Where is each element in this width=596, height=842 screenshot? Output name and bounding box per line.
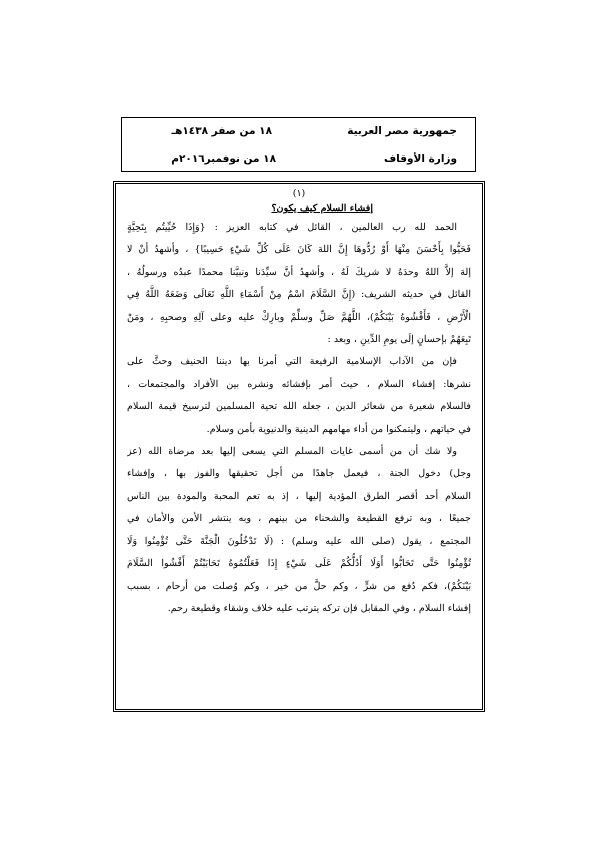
sermon-content: [127, 186, 471, 620]
text-line: فإن من الآداب الإسلامية الرفيعة التي أمرنا بها ديننا الحنيف وحثَّ على: [127, 356, 457, 368]
gregorian-date: ١٨ من نوفمبر٢٠١٦م: [171, 153, 276, 165]
country-name: جمهورية مصر العربية: [347, 125, 457, 137]
ministry-name: وزارة الأوقاف: [383, 153, 457, 165]
header-box: [121, 117, 476, 172]
text-line: فَحَيُّوا بِأَحْسَنَ مِنْهَا أَوْ رُدُّوهَا إِنَّ اللهَ كَانَ عَلَى كُلِّ شَيْءٍ حَسِيبًا} ، وأشهدُ أنْ لا: [127, 244, 471, 256]
section-number: (١): [292, 188, 306, 199]
text-line: وجل) دخول الجنة ، فيعمل جاهدًا من أجل تحقيقها والفوز بها ، وإفشاء: [127, 468, 471, 480]
paragraph-etiquette: [127, 351, 471, 441]
paragraph-opening: [127, 217, 471, 351]
text-line: السلام أحد أقصر الطرق المؤدية إليها ، إذ به تعم المحبة والمودة بين الناس: [127, 490, 471, 502]
hijri-date: ١٨ من صفر ١٤٣٨هـ: [171, 125, 272, 137]
text-line: نشرها: إفشاء السلام ، حيث أمر بإفشائه ونشره بين الأفراد والمجتمعات ،: [127, 378, 471, 390]
text-line: الحمد لله رب العالمين ، القائل في كتابه العزيز : {وَإِذَا حُيِّيتُم بِتَحِيَّةٍ: [127, 222, 457, 233]
text-line: تَبِعَهُمْ بإحسانٍ إلَى يومِ الدِّينِ ، وبعد :: [327, 334, 471, 346]
text-line: إلهَ إلاَّ اللهُ وحدَهُ لا شريكَ لَهُ ، وأشهدُ أنَّ سيِّدَنا ونبيَّنا محمدًا عبدُه ورسولُهُ ،: [127, 266, 471, 278]
text-line: المجتمع ، يقول (صلى الله عليه وسلم) : (لَا تَدْخُلُونَ الْجَنَّةَ حَتَّى تُؤْمِنُوا وَلَا: [127, 535, 471, 547]
paragraph-paradise: [127, 441, 471, 620]
text-line: تُؤْمِنُوا حَتَّى تَحَابُّوا أَوَلَا أَدُلُّكُمْ عَلَى شَيْءٍ إِذَا فَعَلْتُمُوهُ تَحَابَبْتُمْ أَفْشُوا السَّلَامَ: [127, 558, 471, 570]
text-line: إفشاء السلام ، وفي المقابل فإن تركه يترتب عليه خلاف وشقاء وقطيعة رحم.: [167, 602, 471, 614]
text-line: جميعًا ، وبه ترفع القطيعة والشحناء من بينهم ، وبه ينتشر الأمن والأمان في: [127, 513, 471, 525]
text-line: الْأَرْضِ ، فَأَفْشُوهُ بَيْنَكُمْ)، اللَّهُمَّ صَلِّ وسلِّمْ وبارِكْ عليه وعلى آلِهِ وصحبِهِ ، ومَنْ: [127, 311, 471, 323]
text-line: ولا شك أن من أسمى غايات المسلم التي يسعى إليها بعد مرضاة الله (عز: [127, 446, 457, 458]
text-line: في حياتهم ، وليتمكنوا من أداء مهامهم الدينية والدنيوية بأمن وسلام.: [206, 423, 471, 435]
text-line: بَيْنَكُمْ)، فكم دُفع من شرٍّ ، وكم حلَّ من خير ، وكم وُصلت من أرحام ، بسبب: [127, 580, 471, 592]
sermon-box: [113, 181, 485, 712]
text-line: فالسلام شعيرة من شعائر الدين ، جعله الله تحية المسلمين لترسيخ قيمة السلام: [127, 401, 471, 413]
text-line: القائل في حديثه الشريف: (إِنَّ السَّلَامَ اسْمٌ مِنْ أَسْمَاءِ اللَّهِ تَعَالَى وَضَعَهُ اللَّهُ فِي: [127, 289, 471, 301]
sermon-title: إفشاء السلام كيف يكون؟: [271, 203, 373, 214]
